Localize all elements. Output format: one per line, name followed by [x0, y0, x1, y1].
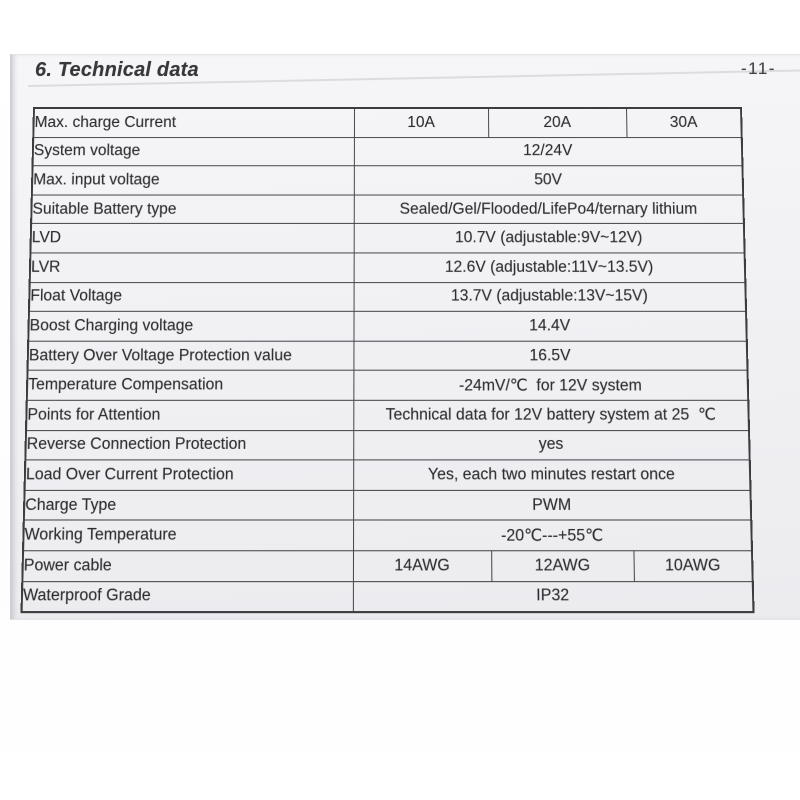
- table-row: [25, 430, 749, 460]
- table-row: [29, 282, 746, 311]
- table-row: [22, 551, 752, 581]
- spec-label: Max. charge Current: [33, 108, 354, 137]
- table-row: [33, 108, 741, 137]
- spec-value: Yes, each two minutes restart once: [353, 460, 750, 490]
- spec-label: Boost Charging voltage: [28, 311, 353, 340]
- spec-value: PWM: [353, 490, 751, 520]
- spec-label: Suitable Battery type: [31, 195, 354, 224]
- spec-label: Float Voltage: [29, 282, 354, 311]
- spec-value: yes: [353, 430, 750, 460]
- spec-value: 10A: [354, 108, 488, 137]
- spec-label: LVR: [30, 253, 354, 282]
- table-row: [28, 311, 747, 340]
- spec-value: Sealed/Gel/Flooded/LifePo4/ternary lithium: [354, 195, 744, 224]
- table-row: [23, 520, 752, 550]
- spec-value: -24mV/℃ for 12V system: [353, 371, 748, 401]
- spec-table-wrap: [21, 107, 753, 613]
- spec-label: Battery Over Voltage Protection value: [28, 341, 354, 371]
- spec-label: Temperature Compensation: [27, 371, 354, 401]
- spec-value: 12AWG: [491, 551, 634, 581]
- spec-table: [21, 107, 755, 613]
- page-number: -11-: [741, 59, 776, 78]
- table-row: [27, 371, 748, 401]
- table-row: [26, 400, 749, 430]
- section-title: 6. Technical data: [35, 59, 199, 81]
- spec-value: IP32: [353, 581, 754, 612]
- table-row: [30, 253, 746, 282]
- spec-label: Reverse Connection Protection: [25, 430, 353, 460]
- table-row: [25, 460, 751, 490]
- spec-label: System voltage: [33, 137, 354, 166]
- spec-label: Points for Attention: [26, 400, 353, 430]
- spec-value: 13.7V (adjustable:13V~15V): [354, 282, 747, 311]
- table-row: [31, 195, 744, 224]
- spec-value: -20℃---+55℃: [353, 520, 752, 550]
- spec-label: Charge Type: [24, 490, 353, 520]
- spec-table-body: [22, 108, 754, 612]
- spec-value: 20A: [488, 108, 626, 137]
- table-row: [32, 166, 743, 195]
- table-row: [24, 490, 751, 520]
- spec-value: Technical data for 12V battery system at 25 ℃: [353, 400, 749, 430]
- table-row: [30, 224, 744, 253]
- spec-value: 16.5V: [353, 341, 747, 371]
- spec-label: Working Temperature: [23, 520, 353, 550]
- spec-label: Power cable: [22, 551, 353, 581]
- spec-label: Waterproof Grade: [22, 581, 353, 612]
- spec-value: 12/24V: [354, 137, 743, 166]
- spec-value: 14.4V: [353, 311, 746, 340]
- spec-value: 12.6V (adjustable:11V~13.5V): [354, 253, 746, 282]
- table-row: [22, 581, 754, 612]
- spec-label: Load Over Current Protection: [25, 460, 354, 490]
- spec-value: 10.7V (adjustable:9V~12V): [354, 224, 745, 253]
- table-row: [33, 137, 743, 166]
- spec-label: LVD: [30, 224, 353, 253]
- table-row: [28, 341, 748, 371]
- spec-value: 14AWG: [353, 551, 491, 581]
- spec-value: 10AWG: [633, 551, 752, 581]
- spec-value: 50V: [354, 166, 743, 195]
- spec-value: 30A: [626, 108, 742, 137]
- spec-label: Max. input voltage: [32, 166, 354, 195]
